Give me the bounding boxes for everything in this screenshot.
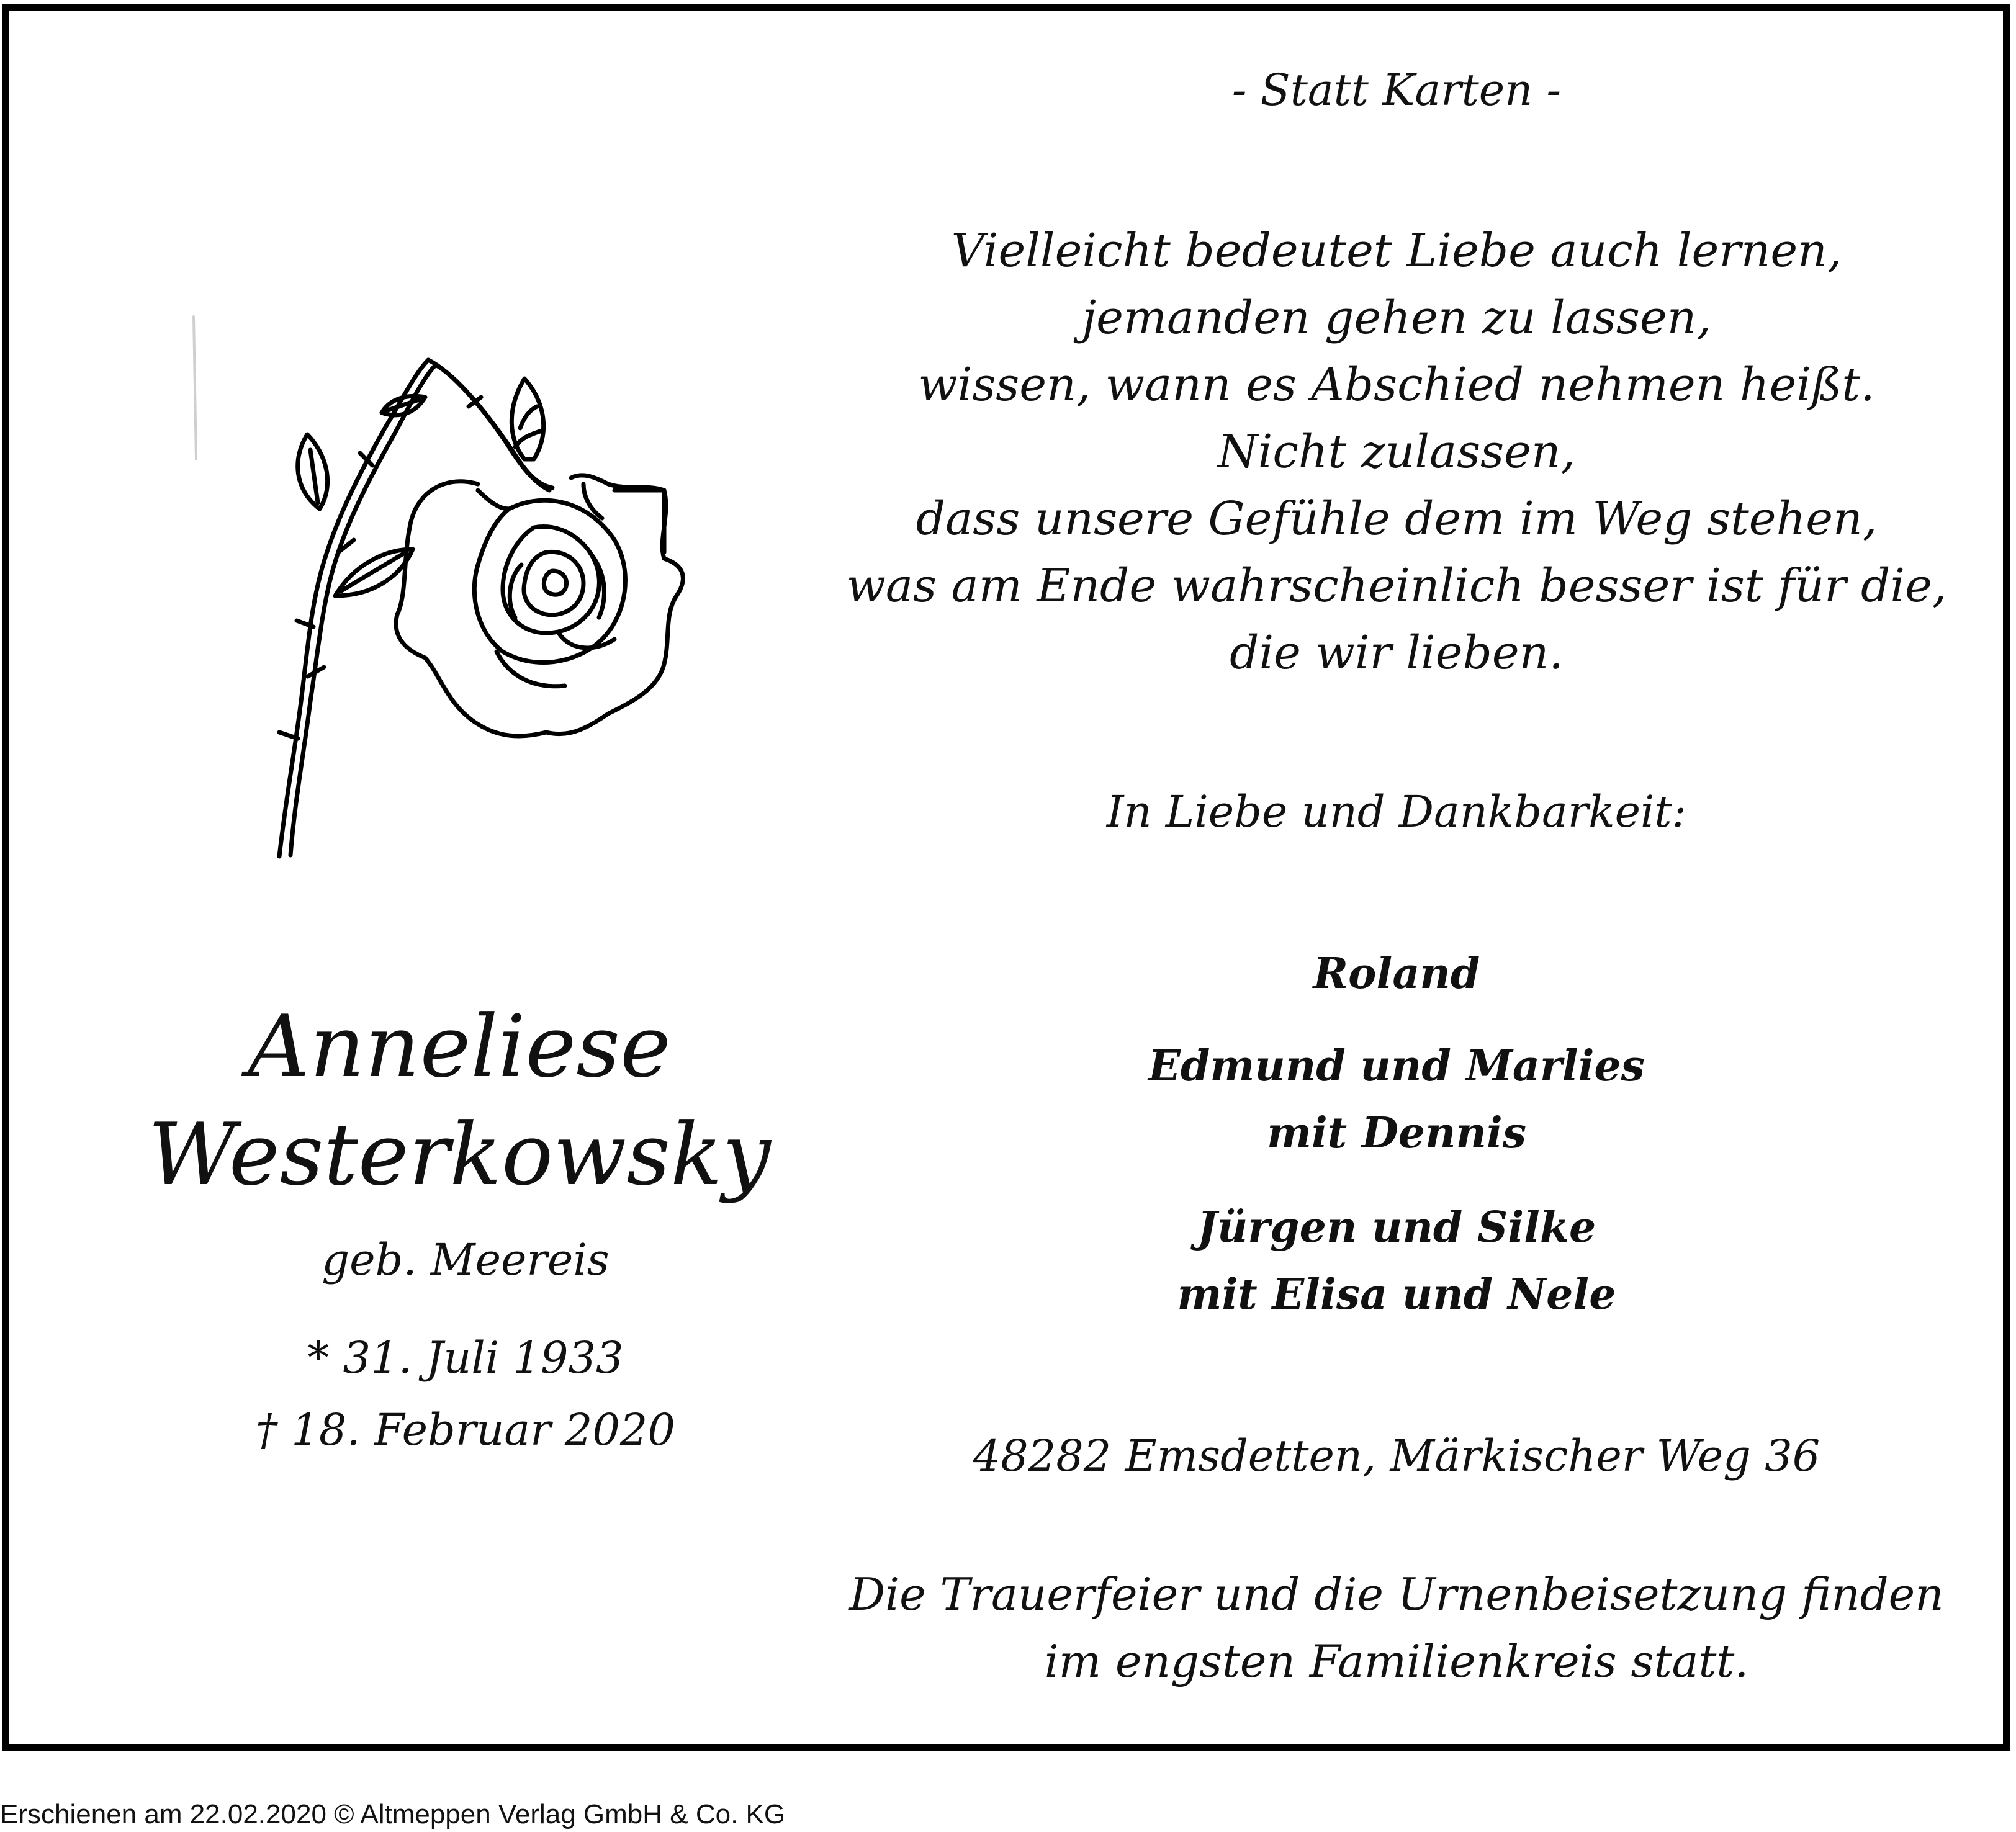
- dedication-line: In Liebe und Dankbarkeit:: [1106, 786, 1687, 837]
- poem-line: jemanden gehen zu lassen,: [1082, 291, 1711, 344]
- deceased-name: [99, 993, 819, 1209]
- mourner-group-2-line-1: Edmund und Marlies: [1148, 1041, 1645, 1091]
- mourner-group-3-line-2: mit Elisa und Nele: [1177, 1270, 1616, 1319]
- death-date: † 18. Februar 2020: [256, 1404, 675, 1455]
- poem-line: die wir lieben.: [1230, 626, 1564, 680]
- funeral-notice: [807, 1561, 1986, 1695]
- maiden-name: geb. Meereis: [322, 1234, 610, 1285]
- poem-line: Nicht zulassen,: [1217, 425, 1576, 478]
- mourner-roland: Roland: [1313, 949, 1480, 999]
- poem-line: was am Ende wahrscheinlich besser ist für die,: [846, 559, 1947, 613]
- statt-karten-heading: - Statt Karten -: [1231, 65, 1562, 115]
- address: 48282 Emsdetten, Märkischer Weg 36: [973, 1430, 1820, 1481]
- poem-line: wissen, wann es Abschied nehmen heißt.: [918, 358, 1875, 411]
- deceased-last-name: Westerkowsky: [148, 1105, 771, 1205]
- mourner-group-3-line-1: Jürgen und Silke: [1197, 1203, 1596, 1252]
- life-dates: [155, 1322, 776, 1466]
- poem-line: Vielleicht bedeutet Liebe auch lernen,: [951, 224, 1842, 277]
- rose-icon: [186, 304, 695, 863]
- funeral-notice-line-2: im engsten Familienkreis statt.: [1044, 1635, 1749, 1687]
- funeral-notice-line-1: Die Trauerfeier und die Urnenbeisetzung finden: [849, 1568, 1944, 1620]
- mourner-group-2-line-2: mit Dennis: [1266, 1108, 1527, 1158]
- poem: [838, 217, 1955, 686]
- birth-date: * 31. Juli 1933: [307, 1332, 624, 1383]
- publication-footer: Erschienen am 22.02.2020 © Altmeppen Verlag GmbH & Co. KG: [0, 1799, 786, 1830]
- deceased-first-name: Anneliese: [248, 997, 671, 1097]
- poem-line: dass unsere Gefühle dem im Weg stehen,: [916, 492, 1878, 546]
